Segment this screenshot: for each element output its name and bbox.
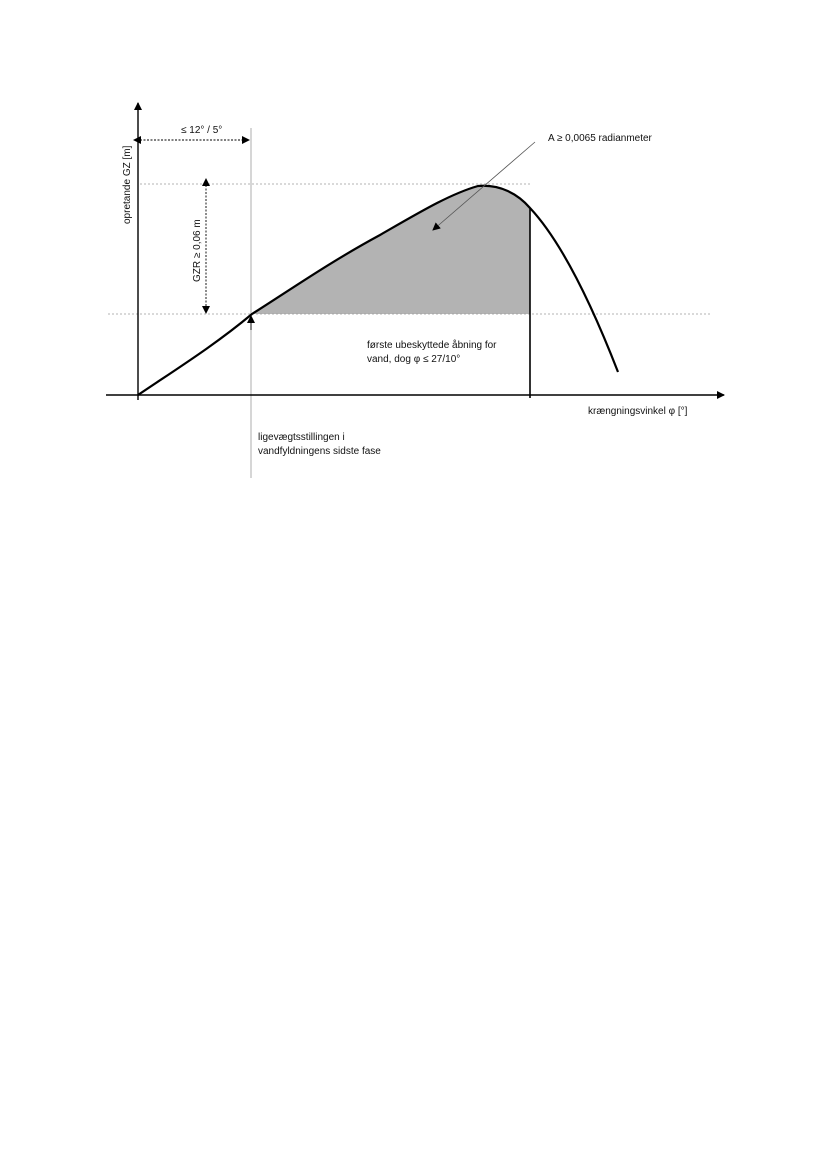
- angle-limit-label: ≤ 12° / 5°: [181, 125, 223, 136]
- equilibrium-label-line1: ligevægtsstillingen i: [258, 432, 345, 443]
- shaded-area-a: [252, 186, 530, 314]
- area-requirement-label: A ≥ 0,0065 radianmeter: [548, 133, 652, 144]
- y-axis-label: opretande GZ [m]: [122, 145, 133, 224]
- first-opening-label-line2: vand, dog φ ≤ 27/10°: [367, 354, 461, 365]
- first-opening-label-line1: første ubeskyttede åbning for: [367, 340, 497, 351]
- equilibrium-label-line2: vandfyldningens sidste fase: [258, 446, 381, 457]
- x-axis-label: krængningsvinkel φ [°]: [588, 406, 688, 417]
- gz-requirement-label: GZR ≥ 0,06 m: [192, 219, 203, 282]
